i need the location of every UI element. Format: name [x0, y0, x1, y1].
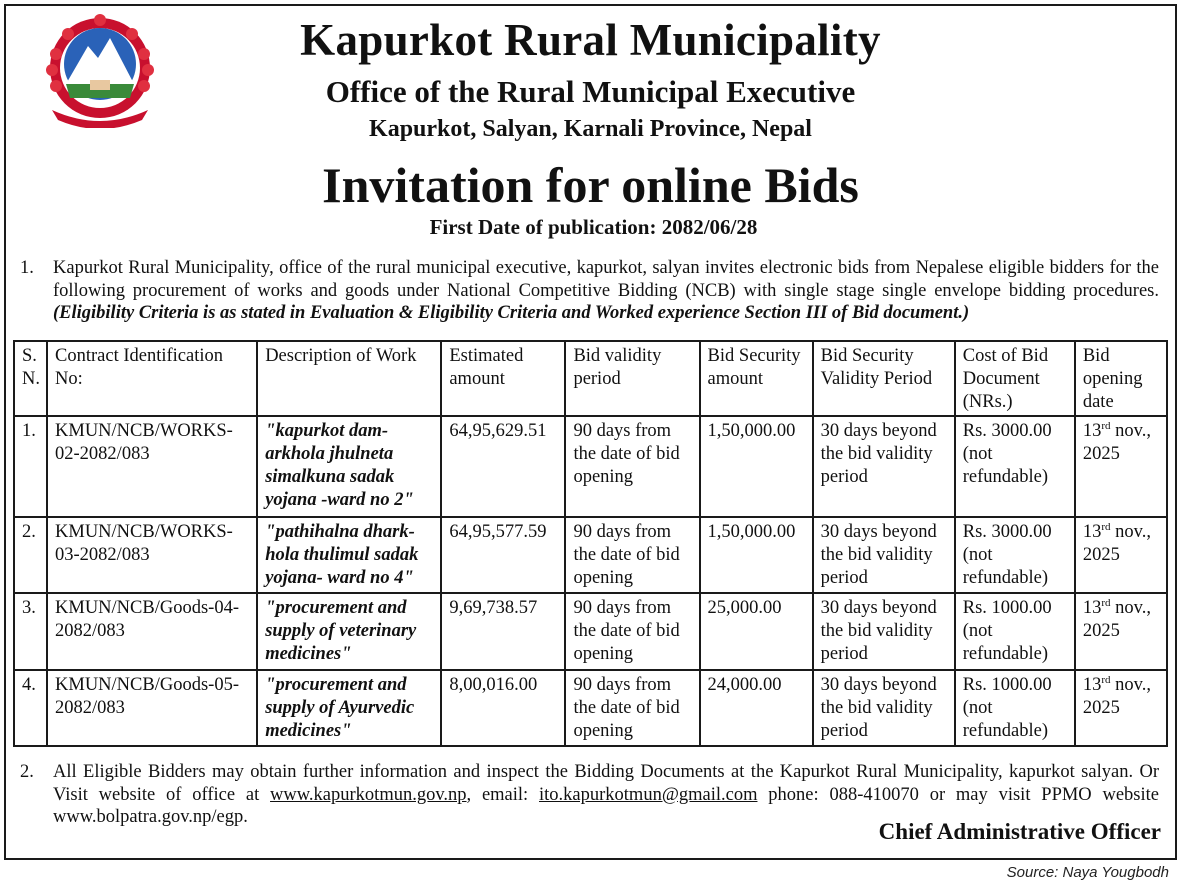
work-description: "procurement and supply of veterinary medicines": [257, 593, 441, 670]
column-header: Bid opening date: [1075, 341, 1167, 416]
bid-validity: 90 days from the date of bid opening: [565, 670, 699, 746]
column-header: Cost of Bid Document (NRs.): [955, 341, 1075, 416]
publication-date: First Date of publication: 2082/06/28: [429, 215, 758, 239]
table-row: [14, 416, 1167, 517]
signoff: Chief Administrative Officer: [878, 819, 1161, 844]
contract-id: KMUN/NCB/WORKS-03-2082/083: [47, 517, 257, 593]
work-description: "pathihalna dhark-hola thulimul sadak yojana- ward no 4": [257, 517, 441, 593]
eligibility-note: (Eligibility Criteria is as stated in Evaluation & Eligibility Criteria and Worked experience Section III of Bid document.): [53, 303, 970, 323]
document-cost: Rs. 1000.00 (not refundable): [955, 670, 1075, 746]
table-row: [14, 593, 1167, 670]
table-row: [14, 670, 1167, 746]
column-header: Description of Work: [257, 341, 441, 416]
municipality-name: Kapurkot Rural Municipality: [300, 15, 881, 65]
column-header: Bid validity period: [565, 341, 699, 416]
column-header: Bid Security amount: [700, 341, 813, 416]
work-description: "kapurkot dam-arkhola jhulneta simalkuna sadak yojana -ward no 2": [257, 416, 441, 517]
bid-validity: 90 days from the date of bid opening: [565, 416, 699, 517]
contract-id: KMUN/NCB/Goods-05-2082/083: [47, 670, 257, 746]
estimated-amount: 64,95,629.51: [441, 416, 565, 517]
source-credit: Source: Naya Yougbodh: [1006, 864, 1169, 881]
column-header: S. N.: [14, 341, 47, 416]
work-description: "procurement and supply of Ayurvedic medicines": [257, 670, 441, 746]
estimated-amount: 64,95,577.59: [441, 517, 565, 593]
security-validity: 30 days beyond the bid validity period: [813, 593, 955, 670]
document-cost: Rs. 3000.00 (not refundable): [955, 416, 1075, 517]
contract-id: KMUN/NCB/Goods-04-2082/083: [47, 593, 257, 670]
serial-number: 3.: [14, 593, 47, 670]
table-header-row: [14, 341, 1167, 416]
paragraph-1: [20, 257, 1159, 325]
bid-security-amount: 1,50,000.00: [700, 416, 813, 517]
column-header: Contract Identification No:: [47, 341, 257, 416]
paragraph-2-text: All Eligible Bidders may obtain further information and inspect the Bidding Documents at the Kapurkot Rural Municipality, kapurkot salyan. Or Visit website of office at: [53, 762, 1159, 805]
serial-number: 1.: [14, 416, 47, 517]
estimated-amount: 8,00,016.00: [441, 670, 565, 746]
column-header: Estimated amount: [441, 341, 565, 416]
email-link[interactable]: ito.kapurkotmun@gmail.com: [539, 784, 758, 805]
bid-validity: 90 days from the date of bid opening: [565, 517, 699, 593]
paragraph-number: 1.: [20, 258, 34, 278]
bid-security-amount: 25,000.00: [700, 593, 813, 670]
bid-security-amount: 24,000.00: [700, 670, 813, 746]
opening-date: 13rd nov., 2025: [1075, 416, 1167, 517]
bid-validity: 90 days from the date of bid opening: [565, 593, 699, 670]
estimated-amount: 9,69,738.57: [441, 593, 565, 670]
bids-table: [13, 340, 1168, 747]
opening-date: 13rd nov., 2025: [1075, 670, 1167, 746]
opening-date: 13rd nov., 2025: [1075, 517, 1167, 593]
document-cost: Rs. 3000.00 (not refundable): [955, 517, 1075, 593]
office-website-link[interactable]: www.kapurkotmun.gov.np: [270, 784, 467, 805]
table-row: [14, 517, 1167, 593]
serial-number: 4.: [14, 670, 47, 746]
security-validity: 30 days beyond the bid validity period: [813, 517, 955, 593]
opening-date: 13rd nov., 2025: [1075, 593, 1167, 670]
notice-title: Invitation for online Bids: [322, 157, 859, 213]
security-validity: 30 days beyond the bid validity period: [813, 416, 955, 517]
paragraph-number: 2.: [20, 762, 34, 782]
document-cost: Rs. 1000.00 (not refundable): [955, 593, 1075, 670]
contract-id: KMUN/NCB/WORKS-02-2082/083: [47, 416, 257, 517]
column-header: Bid Security Validity Period: [813, 341, 955, 416]
office-name: Office of the Rural Municipal Executive: [325, 74, 856, 109]
paragraph-1-text: Kapurkot Rural Municipality, office of the rural municipal executive, kapurkot, salyan invites electronic bids from Nepalese eligible bidders for the following procurement of works and goods under National Competitive Bidding (NCB) with single stage single envelope bidding procedures.: [53, 258, 1159, 301]
serial-number: 2.: [14, 517, 47, 593]
bid-security-amount: 1,50,000.00: [700, 517, 813, 593]
security-validity: 30 days beyond the bid validity period: [813, 670, 955, 746]
office-address: Kapurkot, Salyan, Karnali Province, Nepal: [369, 116, 812, 142]
paragraph-2: 2. All Eligible Bidders may obtain further information and inspect the Bidding Documents at the Kapurkot Rural Municipality, kapurkot salyan. Or Visit website of office at www.kapurkotmun.gov.np, email: ito.kapurkotmun@gmail.com phone: 088-410070 or may visit PPMO website www.bolpatra.gov.np/egp.: [20, 762, 1159, 827]
